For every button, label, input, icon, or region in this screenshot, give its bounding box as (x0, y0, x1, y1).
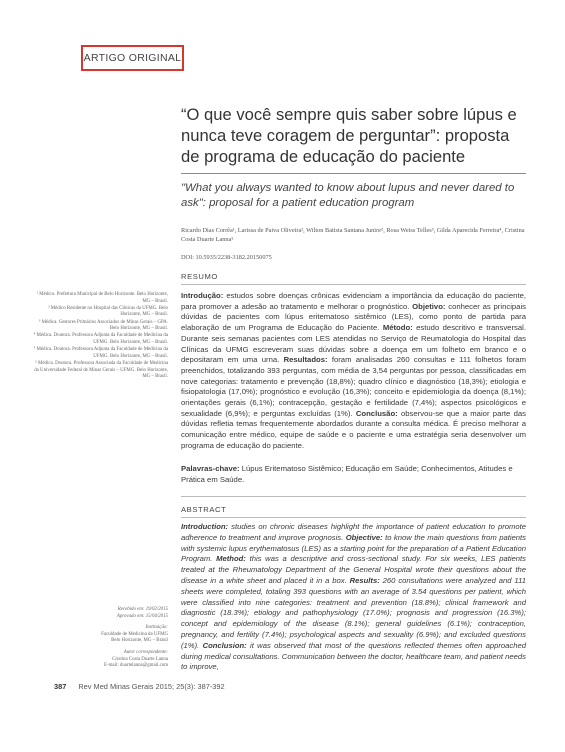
resumo-intro: estudos sobre doenças crônicas evidenciam a importância da educação do paciente, para promover a adesão ao tratamento e melhorar o prognóstico. (181, 291, 526, 311)
page-number: 387 (54, 682, 67, 691)
affiliation-item: ⁵ Médica. Doutora. Professora Associada da Faculdade de Medicina da Universidade Federal de Minas Gerais – UFMG. Belo Horizonte, MG – Brasil. (34, 360, 168, 380)
resumo-method: estudo descritivo e transversal. Durante seis semanas pacientes com LES atendidas no Serviço de Reumatologia do Hospital das Clínicas da UFMG escreveram suas dúvidas sobre a doença em um folheto em branco e o depositaram em uma urna. (181, 323, 526, 365)
page-footer (54, 682, 225, 691)
article-meta (30, 607, 168, 670)
abstract-results-label: Results: (349, 575, 380, 585)
resumo-results-label: Resultados: (283, 355, 328, 365)
author-list: Ricardo Dias Corrêa¹, Larissa de Paiva Oliveira², Wilton Batista Santana Junior², Rosa Weiss Telles³, Gilda Aparecida Ferreira⁴, Cristina Costa Duarte Lanna⁵ (181, 227, 525, 243)
corresponding-email[interactable]: E-mail: duartelanna@gmail.com (104, 663, 168, 669)
keywords-label: Palavras-chave: (181, 464, 240, 473)
article-type-badge (81, 45, 184, 71)
resumo-objective: conhecer as principais dúvidas de pacientes com lúpus eritematoso sistêmico (LES), como ponto de partida para elaboração de um Programa de Educação do Paciente. (181, 301, 527, 333)
institution-label: Instituição: (145, 625, 168, 631)
abstract-results: 260 consultations were analyzed and 111 sheets were completed, totaling 393 questions with an average of 3.54 questions per patient, which were classified into nine categories: treatment and prevention (18.8%); clinical framework and diagnostic (18.3%); etiology and pathophysiology (17.0%); prognosis and progression (16.3%); concept and epidemiology of the disease (8.1%); general guidelines (6.1%); contraception, pregnancy, and fertility (7.4%); psychological aspects and sexuality (6.9%); and excluded questions (1%). (181, 575, 526, 650)
resumo-results: foram analisadas 260 consultas e 111 folhetos foram preenchidos, totalizando 393 perguntas, com média de 3,54 perguntas por pessoa, classificadas em nove categorias: tratamento e prevenção (18,8%); quadro clínico e diagnóstico (18,3%); etiologia e fisiopatologia (17,0%); prognóstico e evolução (16,3%); conceito e epidemiologia da doença (8,1%); orientações gerais (6,1%); contracepção, gestação e fertilidade (7,4%); aspectos psicológicos e sexualidade (6,9%); e perguntas excluídas (1%). (181, 355, 526, 418)
abstract-intro-label: Introduction: (181, 522, 229, 531)
abstract-objective: to know the main questions from patients with systemic lupus erythematosus (LES) as a starting point for the preparation of a Patient Education Program. (181, 532, 526, 564)
doi-link[interactable]: DOI: 10.5935/2238-3182.20150075 (181, 254, 272, 261)
affiliation-item: ³ Médica. Gestores Primários Associados de Minas Gerais – GPA. Belo Horizonte, MG – Brasil. (38, 319, 168, 332)
affiliation-item: ¹ Médico. Prefeitura Municipal de Belo Horizonte. Belo Horizonte, MG – Brasil. (36, 292, 168, 304)
abstract-method-label: Method: (216, 554, 246, 564)
approved-date: Aprovado em: 15/04/2015 (116, 613, 168, 619)
abstract-intro: studies on chronic diseases highlight the importance of patient education to promote adherence to treatment and improve prognosis. (181, 522, 526, 542)
resumo-conclusion: observou-se que a maior parte das dúvidas refletia temas frequentemente abordados durante a consulta médica. É preciso melhorar a comunicação entre médico, equipe de saúde e o paciente e uma estratégia seria desenvolver um programa de educação do paciente. (181, 408, 526, 450)
abstract-body (181, 522, 526, 673)
affiliation-item: ⁴ Médica. Doutora. Professora Adjunta da Faculdade de Medicina da UFMG. Belo Horizonte, MG – Brasil. (33, 333, 168, 345)
abstract-heading: ABSTRACT (181, 505, 227, 514)
institution-name: Faculdade de Medicina da UFMG (101, 631, 168, 637)
abstract-conclusion-label: Conclusion: (202, 640, 247, 650)
keywords (181, 464, 526, 485)
title-english: "What you always wanted to know about lupus and never dared to ask": proposal for a patient education program (181, 182, 515, 209)
affiliation-item: ⁵ Médica. Doutora. Professora Adjunta da Faculdade de Medicina da UFMG. Belo Horizonte, MG – Brasil. (33, 347, 168, 359)
resumo-objective-label: Objetivo: (412, 301, 446, 311)
affiliation-item: ² Médico Residente no Hospital das Clínicas da UFMG. Belo Horizonte, MG – Brasil. (48, 305, 168, 318)
abstract-objective-label: Objective: (345, 532, 383, 542)
journal-citation: Rev Med Minas Gerais 2015; 25(3): 387-392 (78, 682, 225, 691)
resumo-intro-label: Introdução: (181, 291, 224, 300)
abstract-divider-bottom (181, 517, 526, 518)
corresponding-name: Cristina Costa Duarte Lanna (112, 656, 168, 662)
affiliations (30, 292, 168, 381)
resumo-heading: RESUMO (181, 272, 218, 281)
resumo-method-label: Método: (382, 323, 413, 333)
title-divider (181, 173, 526, 174)
resumo-conclusion-label: Conclusão: (355, 408, 398, 418)
resumo-body (181, 291, 526, 452)
abstract-divider-top (181, 496, 526, 497)
abstract-method: this was a descriptive and cross-sectional study. For six weeks, LES patients treated at the Rheumatology Department of the General Hospital wrote their questions about the disease in a white sheet and placed it in a box. (181, 554, 526, 585)
institution-location: Belo Horizonte, MG – Brasil (111, 638, 168, 644)
resumo-divider (181, 284, 526, 285)
keywords-list: Lúpus Eritematoso Sistêmico; Educação em Saúde; Conhecimentos, Atitudes e Prática em Saúde. (181, 464, 513, 484)
received-date: Recebido em: 19/02/2015 (117, 607, 168, 612)
abstract-conclusion: it was observed that most of the questions reflected themes often approached during medical consultations. Communication between the doctor, healthcare team, and patient needs to improve, (181, 640, 527, 672)
corresponding-label: Autor correspondente: (123, 649, 168, 655)
article-type-label: ARTIGO ORIGINAL (83, 52, 182, 64)
title-portuguese: “O que você sempre quis saber sobre lúpus e nunca teve coragem de perguntar”: proposta de programa de educação do paciente (181, 105, 517, 166)
